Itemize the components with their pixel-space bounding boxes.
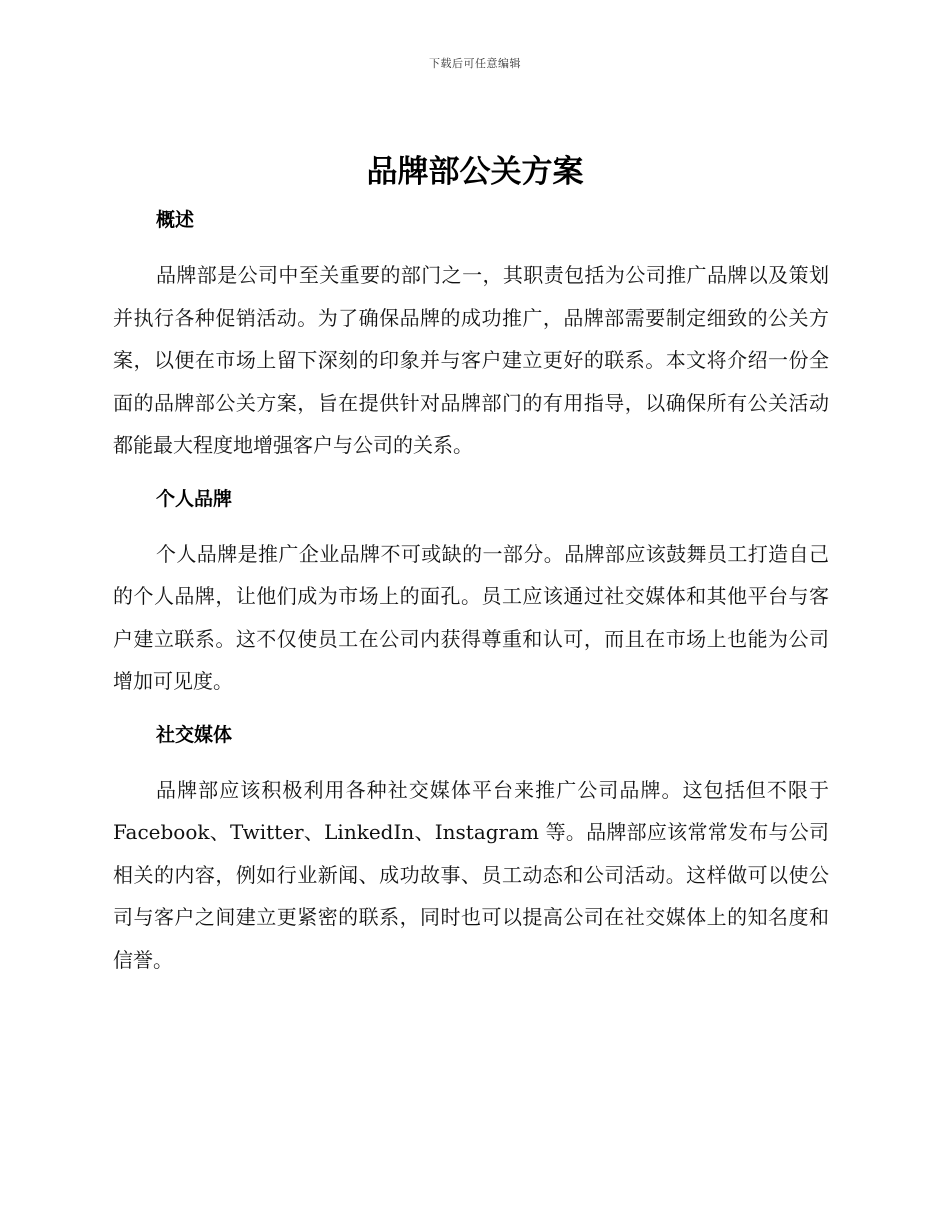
section-overview [113,200,829,479]
section-heading: 社交媒体 [156,723,233,746]
document-title: 品牌部公关方案 [366,154,584,190]
section-heading: 概述 [156,209,195,231]
section-social-media [113,715,829,982]
document-body [113,200,829,981]
section-paragraph: 品牌部是公司中至关重要的部门之一，其职责包括为公司推广品牌以及策划并执行各种促销活动。为了确保品牌的成功推广，品牌部需要制定细致的公关方案，以便在市场上留下深刻的印象并与客户建立更好的联系。本文将介绍一份全面的品牌部公关方案，旨在提供针对品牌部门的有用指导，以确保所有公关活动都能最大程度地增强客户与公司的关系。 [113,263,829,457]
section-paragraph: 个人品牌是推广企业品牌不可或缺的一部分。品牌部应该鼓舞员工打造自己的个人品牌，让他们成为市场上的面孔。员工应该通过社交媒体和其他平台与客户建立联系。这不仅使员工在公司内获得尊重和认可，而且在市场上也能为公司增加可见度。 [113,541,829,693]
page-header: 下载后可任意编辑 [429,57,521,70]
section-heading: 个人品牌 [156,487,233,510]
section-personal-brand [113,479,829,715]
section-paragraph: 品牌部应该积极利用各种社交媒体平台来推广公司品牌。这包括但不限于 Facebook、Twitter、LinkedIn、Instagram 等。品牌部应该常常发布与公司相关的内容，例如行业新闻、成功故事、员工动态和公司活动。这样做可以使公司与客户之间建立更紧密的联系，同时也可以提高公司在社交媒体上的知名度和信誉。 [113,777,829,972]
